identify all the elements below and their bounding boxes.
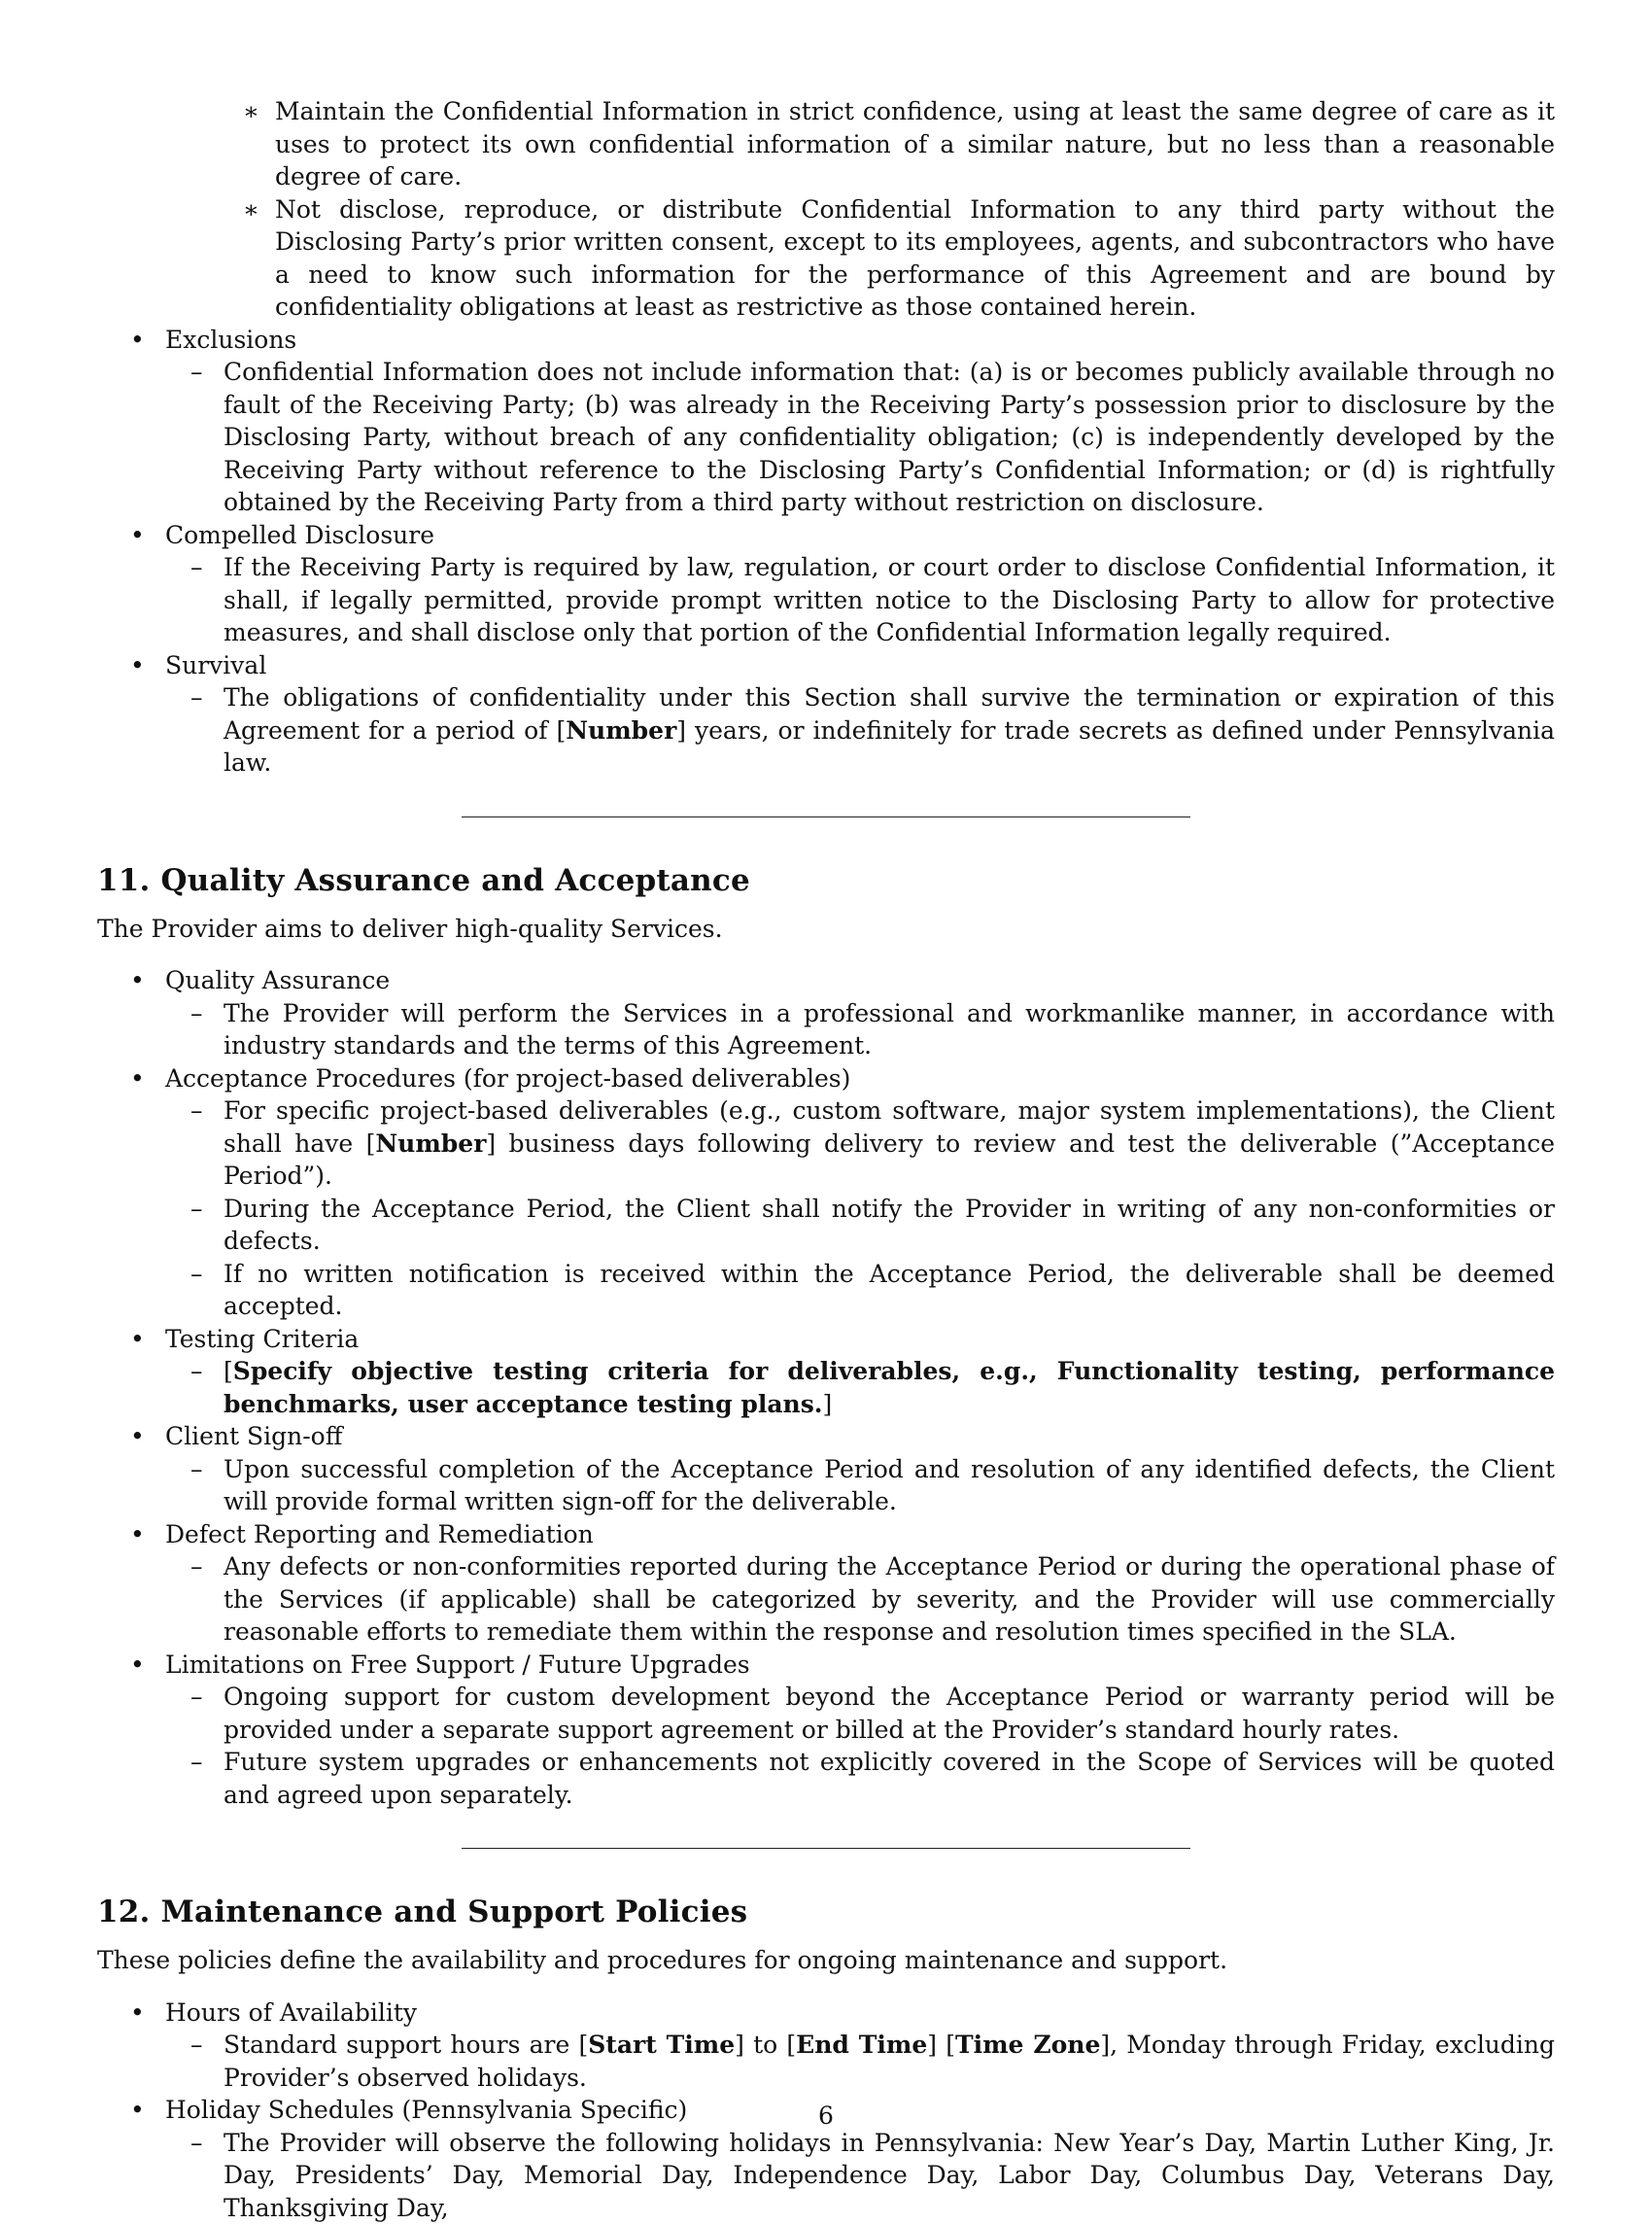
bullet-marker: • — [130, 2094, 145, 2127]
bullet-marker: • — [130, 1062, 145, 1095]
list-item-quality-assurance — [97, 964, 1555, 997]
list-item-text: [Specify objective testing criteria for deliverables, e.g., Functionality testing, performance benchmarks, user acceptance testing plans.] — [224, 1357, 1555, 1418]
list-item-text: Upon successful completion of the Acceptance Period and resolution of any identified defects, the Client will provide formal written sign-off for the deliverable. — [224, 1455, 1555, 1516]
section-intro: These policies define the availability and procedures for ongoing maintenance and support. — [97, 1944, 1555, 1977]
section-divider — [462, 1848, 1190, 1849]
asterisk-marker: ∗ — [243, 193, 259, 226]
list-item-hours-of-availability — [97, 1997, 1555, 2030]
list-item — [97, 2127, 1555, 2224]
list-item — [97, 1095, 1555, 1193]
dash-marker: – — [190, 551, 203, 584]
placeholder-testing-criteria: Specify objective testing criteria for deliverables, e.g., Functionality testing, performance benchmarks, user acceptance testing plans. — [224, 1357, 1555, 1418]
bullet-marker: • — [130, 649, 145, 682]
dash-marker: – — [190, 1258, 203, 1291]
dash-marker: – — [190, 1453, 203, 1486]
list-item-label: Compelled Disclosure — [165, 521, 434, 549]
list-item-label: Hours of Availability — [165, 1998, 417, 2027]
list-item-limitations — [97, 1649, 1555, 1682]
list-item-text: Confidential Information does not include information that: (a) is or becomes publicly available through no fault of the Receiving Party; (b) was already in the Receiving Party’s possession prior to disclosure by the Disclosing Party, without breach of any confidentiality obligation; (c) is independently developed by the Receiving Party without reference to the Disclosing Party’s Confidential Information; or (d) is rightfully obtained by the Receiving Party from a third party without restriction on disclosure. — [224, 358, 1555, 516]
list-item — [97, 551, 1555, 649]
list-item-acceptance-procedures — [97, 1062, 1555, 1095]
list-item — [97, 1681, 1555, 1746]
list-item-text: The Provider will observe the following holidays in Pennsylvania: New Year’s Day, Martin Luther King, Jr. Day, Presidents’ Day, Memorial Day, Independence Day, Labor Day, Columbus Day, Veterans Day, Thanksgiving Day, — [224, 2129, 1555, 2222]
placeholder-number: Number — [375, 1129, 486, 1158]
list-item-label: Survival — [165, 651, 266, 679]
list-item-survival — [97, 649, 1555, 682]
page-number: 6 — [0, 2102, 1652, 2130]
list-item-text: If the Receiving Party is required by law, regulation, or court order to disclose Confidential Information, it shall, if legally permitted, provide prompt written notice to the Disclosing Party to allow for protective measures, and shall disclose only that portion of the Confidential Information legally required. — [224, 553, 1555, 646]
list-item-text: The obligations of confidentiality under this Section shall survive the termination or expiration of this Agreement for a period of [Number] years, or indefinitely for trade secrets as defined under Pennsylvania law. — [224, 683, 1555, 777]
list-item-text: Not disclose, reproduce, or distribute Confidential Information to any third party without the Disclosing Party’s prior written consent, except to its employees, agents, and subcontractors who have a need to know such information for the performance of this Agreement and are bound by confidentiality obligations at least as restrictive as those contained herein. — [275, 195, 1555, 322]
placeholder-number: Number — [566, 716, 676, 745]
document-page — [97, 95, 1555, 2224]
dash-marker: – — [190, 1355, 203, 1388]
list-item — [97, 2029, 1555, 2094]
list-item — [97, 1193, 1555, 1258]
bullet-marker: • — [130, 1997, 145, 2030]
list-item — [97, 1355, 1555, 1420]
list-item-compelled-disclosure — [97, 519, 1555, 552]
dash-marker: – — [190, 1095, 203, 1128]
bullet-marker: • — [130, 1420, 145, 1453]
list-item — [97, 681, 1555, 780]
list-item-label: Client Sign-off — [165, 1422, 343, 1450]
bullet-marker: • — [130, 324, 145, 357]
list-item-label: Holiday Schedules (Pennsylvania Specific) — [165, 2096, 687, 2124]
list-item-label: Acceptance Procedures (for project-based deliverables) — [165, 1064, 850, 1093]
list-item-text: The Provider will perform the Services in a professional and workmanlike manner, in accordance with industry standards and the terms of this Agreement. — [224, 999, 1555, 1060]
dash-marker: – — [190, 997, 203, 1030]
list-item-text: Future system upgrades or enhancements not explicitly covered in the Scope of Services will be quoted and agreed upon separately. — [224, 1748, 1555, 1809]
list-item-text: Any defects or non-conformities reported during the Acceptance Period or during the operational phase of the Services (if applicable) shall be categorized by severity, and the Provider will use commercially reasonable efforts to remediate them within the response and resolution times specified in the SLA. — [224, 1552, 1555, 1646]
section-intro: The Provider aims to deliver high-quality Services. — [97, 913, 1555, 946]
section-heading-12: 12. Maintenance and Support Policies — [97, 1894, 1555, 1930]
list-item — [97, 356, 1555, 519]
list-item — [97, 997, 1555, 1062]
list-item — [97, 193, 1555, 324]
list-item — [97, 1550, 1555, 1649]
dash-marker: – — [190, 681, 203, 714]
bullet-marker: • — [130, 519, 145, 552]
list-item — [97, 1258, 1555, 1323]
list-item-text: Standard support hours are [Start Time] to [End Time] [Time Zone], Monday through Friday, excluding Provider’s observed holidays. — [224, 2031, 1555, 2092]
dash-marker: – — [190, 356, 203, 389]
placeholder-time-zone: Time Zone — [955, 2031, 1100, 2059]
bullet-marker: • — [130, 1518, 145, 1551]
asterisk-marker: ∗ — [243, 95, 259, 128]
list-item-label: Testing Criteria — [165, 1325, 359, 1353]
list-item-text: During the Acceptance Period, the Client shall notify the Provider in writing of any non-conformities or defects. — [224, 1195, 1555, 1256]
dash-marker: – — [190, 1550, 203, 1583]
dash-marker: – — [190, 1193, 203, 1226]
placeholder-start-time: Start Time — [588, 2031, 735, 2059]
list-item-label: Exclusions — [165, 326, 296, 354]
list-item-text: For specific project-based deliverables (e.g., custom software, major system implementations), the Client shall have [Number] business days following delivery to review and test the deliverable (”Acceptance Period”). — [224, 1096, 1555, 1190]
section-heading-11: 11. Quality Assurance and Acceptance — [97, 862, 1555, 899]
placeholder-end-time: End Time — [796, 2031, 927, 2059]
list-item — [97, 1746, 1555, 1811]
list-item-text: Ongoing support for custom development beyond the Acceptance Period or warranty period will be provided under a separate support agreement or billed at the Provider’s standard hourly rates. — [224, 1683, 1555, 1744]
list-item-label: Defect Reporting and Remediation — [165, 1520, 594, 1548]
list-item-client-signoff — [97, 1420, 1555, 1453]
dash-marker: – — [190, 2127, 203, 2160]
dash-marker: – — [190, 1681, 203, 1714]
dash-marker: – — [190, 2029, 203, 2062]
list-item-testing-criteria — [97, 1323, 1555, 1356]
list-item — [97, 1453, 1555, 1518]
list-item-exclusions — [97, 324, 1555, 357]
bullet-marker: • — [130, 1649, 145, 1682]
list-item-label: Quality Assurance — [165, 966, 390, 994]
bullet-marker: • — [130, 1323, 145, 1356]
bullet-marker: • — [130, 964, 145, 997]
list-item-text: Maintain the Confidential Information in strict confidence, using at least the same degree of care as it uses to protect its own confidential information of a similar nature, but no less than a reasonable degree of care. — [275, 97, 1555, 191]
list-item — [97, 95, 1555, 193]
list-item-text: If no written notification is received within the Acceptance Period, the deliverable shall be deemed accepted. — [224, 1260, 1555, 1321]
list-item-label: Limitations on Free Support / Future Upgrades — [165, 1651, 750, 1679]
list-item-defect-reporting — [97, 1518, 1555, 1551]
dash-marker: – — [190, 1746, 203, 1779]
